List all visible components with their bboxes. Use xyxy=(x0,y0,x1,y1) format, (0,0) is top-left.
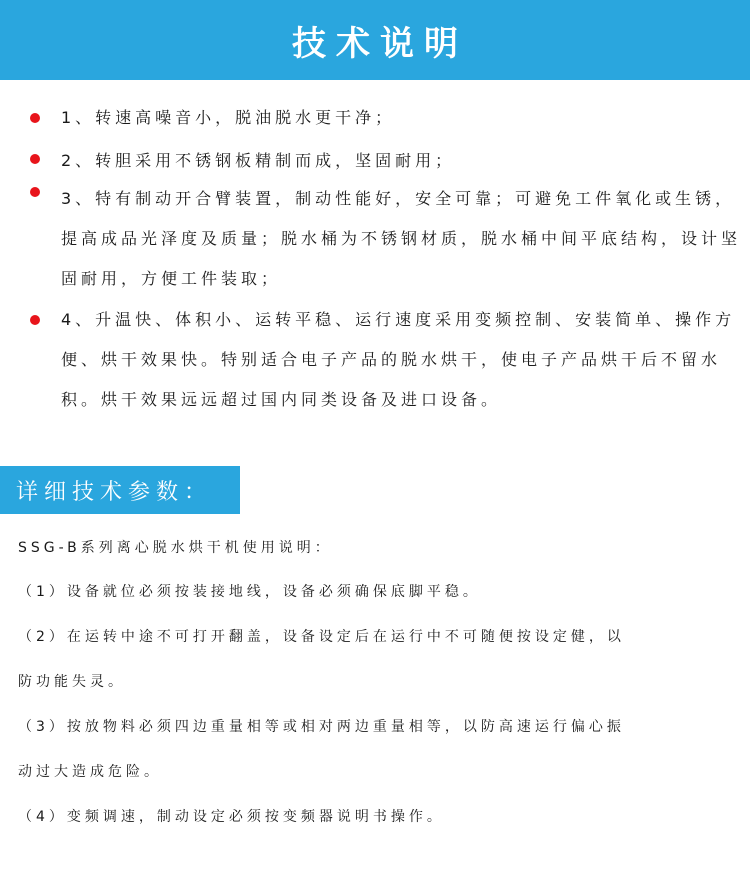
page-title: 技术说明 xyxy=(292,23,468,64)
feature-text: 2、转胆采用不锈钢板精制而成，坚固耐用； xyxy=(61,151,456,170)
feature-item xyxy=(0,300,750,420)
param-line: （1）设备就位必须按装接地线，设备必须确保底脚平稳。 xyxy=(18,584,481,600)
feature-item xyxy=(0,98,750,138)
param-line: （2）在运转中途不可打开翻盖，设备设定后在运行中不可随便按设定健，以 xyxy=(18,629,625,645)
param-line: （4）变频调速，制动设定必须按变频器说明书操作。 xyxy=(18,809,445,825)
params-section-tab xyxy=(0,466,240,514)
bullet-icon xyxy=(30,154,40,164)
param-line: 防功能失灵。 xyxy=(18,674,126,690)
feature-item xyxy=(0,179,750,299)
header-bar xyxy=(0,0,750,80)
feature-text: 1、转速高噪音小，脱油脱水更干净； xyxy=(61,108,396,127)
bullet-icon xyxy=(30,113,40,123)
params-intro: SSG-B系列离心脱水烘干机使用说明： xyxy=(18,540,333,556)
feature-text: 3、特有制动开合臂装置，制动性能好，安全可靠；可避免工件氧化或生锈，提高成品光泽度及质量；脱水桶为不锈钢材质，脱水桶中间平底结构，设计坚固耐用，方便工件装取； xyxy=(61,189,742,288)
feature-item xyxy=(0,141,750,181)
bullet-icon xyxy=(30,315,40,325)
feature-text: 4、升温快、体积小、运转平稳、运行速度采用变频控制、安装简单、操作方便、烘干效果快。特别适合电子产品的脱水烘干，使电子产品烘干后不留水积。烘干效果远远超过国内同类设备及进口设备。 xyxy=(61,310,736,409)
bullet-icon xyxy=(30,187,40,197)
param-line: 动过大造成危险。 xyxy=(18,764,162,780)
params-section-title: 详细技术参数： xyxy=(16,479,213,505)
param-line: （3）按放物料必须四边重量相等或相对两边重量相等，以防高速运行偏心振 xyxy=(18,719,625,735)
